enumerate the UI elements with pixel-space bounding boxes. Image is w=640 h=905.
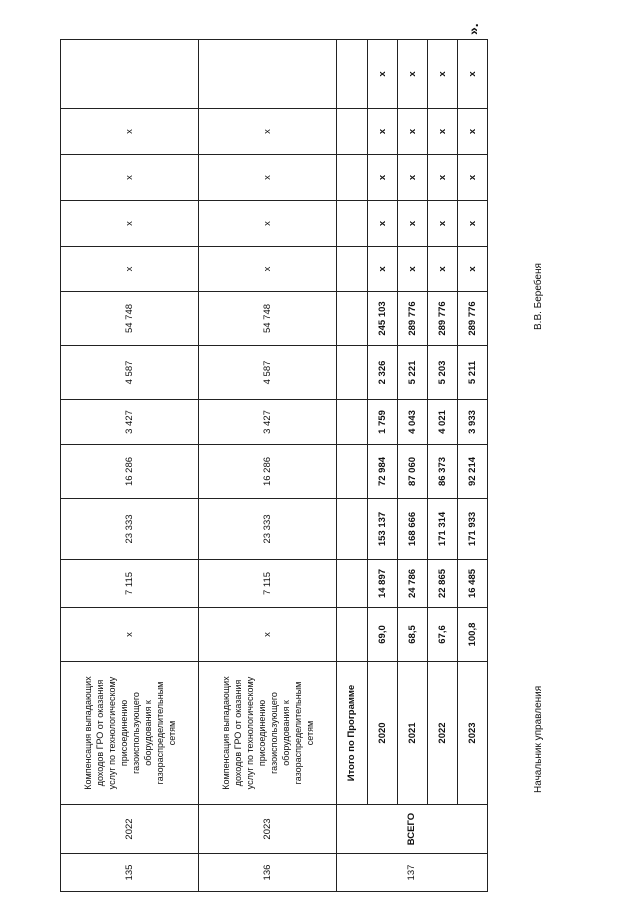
table-cell: 5 203 [428, 346, 458, 400]
table-cell: 4 587 [61, 346, 199, 400]
description-line: присоединению [118, 699, 129, 767]
table-cell: x [428, 201, 458, 247]
table-cell: x [458, 247, 488, 292]
table-cell: 68,5 [398, 608, 428, 662]
description-line: газоиспользующего [130, 692, 141, 774]
table-cell: x [61, 201, 199, 247]
table-cell: x [398, 201, 428, 247]
table-cell [337, 346, 368, 400]
description-line: оборудования к [280, 700, 291, 766]
table-cell [337, 247, 368, 292]
closing-quote: ». [465, 23, 481, 35]
table-cell [337, 155, 368, 201]
total-year: 2020 [368, 662, 398, 805]
description-line: газоиспользующего [268, 692, 279, 774]
table-cell: x [199, 201, 337, 247]
table-cell: x [428, 40, 458, 109]
total-year-row [458, 40, 488, 892]
table-cell: 3 933 [458, 400, 488, 445]
table-cell: x [368, 247, 398, 292]
table-cell [337, 201, 368, 247]
table-cell: 4 021 [428, 400, 458, 445]
table-cell: x [199, 155, 337, 201]
table-cell: 69,0 [368, 608, 398, 662]
table-cell: 7 115 [61, 560, 199, 608]
table-cell: 100,8 [458, 608, 488, 662]
table-cell [337, 608, 368, 662]
table-cell: x [61, 247, 199, 292]
table-cell: 2 326 [368, 346, 398, 400]
table-cell: x [428, 155, 458, 201]
table-cell: x [61, 608, 199, 662]
description-line: присоединению [256, 699, 267, 767]
description-line: Компенсация выпадающих [220, 676, 231, 790]
program-table [60, 39, 488, 892]
table-cell: 67,6 [428, 608, 458, 662]
table-cell: 153 137 [368, 499, 398, 560]
total-number: 137 [337, 854, 488, 892]
table-cell: 16 286 [199, 445, 337, 499]
total-year-row [398, 40, 428, 892]
program-total-label: Итого по Программе [337, 662, 368, 805]
table-cell: x [368, 155, 398, 201]
table-cell: 3 427 [199, 400, 337, 445]
total-year-row [368, 40, 398, 892]
table-cell [199, 40, 337, 109]
description-line: доходов ГРО от оказания [232, 679, 243, 787]
table-cell: x [199, 247, 337, 292]
table-cell: x [458, 109, 488, 155]
description-line: услуг по технологическому [106, 676, 117, 790]
table-cell: 171 314 [428, 499, 458, 560]
total-year: 2021 [398, 662, 428, 805]
row-year: 2023 [199, 805, 337, 854]
description-line: сетям [166, 720, 177, 746]
table-cell: 72 984 [368, 445, 398, 499]
footer-position: Начальник управления [533, 685, 544, 793]
table-cell: 245 103 [368, 292, 398, 346]
table-cell: x [368, 109, 398, 155]
table-cell: x [458, 40, 488, 109]
row-year: 2022 [61, 805, 199, 854]
table-cell: 5 221 [398, 346, 428, 400]
table-cell: x [61, 155, 199, 201]
table-cell: 1 759 [368, 400, 398, 445]
table-cell: 22 865 [428, 560, 458, 608]
table-cell: 289 776 [428, 292, 458, 346]
program-header-row [337, 40, 368, 892]
table-row [199, 40, 337, 892]
table-cell: 4 587 [199, 346, 337, 400]
table-cell: 54 748 [61, 292, 199, 346]
table-cell: 86 373 [428, 445, 458, 499]
description-line: газораспределительным [154, 681, 165, 785]
table-cell [337, 560, 368, 608]
table-cell [337, 109, 368, 155]
table-cell: x [458, 201, 488, 247]
table-cell: x [368, 40, 398, 109]
description-line: газораспределительным [292, 681, 303, 785]
table-cell [337, 445, 368, 499]
table-cell: x [428, 247, 458, 292]
table-cell: x [458, 155, 488, 201]
description-line: доходов ГРО от оказания [94, 679, 105, 787]
table-cell: x [368, 201, 398, 247]
table-cell: 168 666 [398, 499, 428, 560]
table-cell: 24 786 [398, 560, 428, 608]
table-cell: 87 060 [398, 445, 428, 499]
table-cell: x [398, 109, 428, 155]
description-line: услуг по технологическому [244, 676, 255, 790]
table-row [61, 40, 199, 892]
row-number: 136 [199, 854, 337, 892]
table-cell: 23 333 [61, 499, 199, 560]
table-cell: 23 333 [199, 499, 337, 560]
table-cell: 171 933 [458, 499, 488, 560]
total-year: 2022 [428, 662, 458, 805]
table-cell [61, 40, 199, 109]
description-line: оборудования к [142, 700, 153, 766]
row-number: 135 [61, 854, 199, 892]
table-cell: x [398, 247, 428, 292]
table-cell [337, 400, 368, 445]
row-description [199, 662, 337, 805]
table-cell: 92 214 [458, 445, 488, 499]
table-cell: 4 043 [398, 400, 428, 445]
total-year: 2023 [458, 662, 488, 805]
description-line: Компенсация выпадающих [82, 676, 93, 790]
table-cell: 289 776 [458, 292, 488, 346]
footer-signatory: В.В. Беребеня [533, 263, 544, 330]
table-cell: 16 485 [458, 560, 488, 608]
table-cell: 289 776 [398, 292, 428, 346]
table-cell: 7 115 [199, 560, 337, 608]
table-cell: x [428, 109, 458, 155]
table-cell: 14 897 [368, 560, 398, 608]
table-cell: x [398, 155, 428, 201]
table-cell: 3 427 [61, 400, 199, 445]
table-cell: x [199, 109, 337, 155]
table-cell: x [199, 608, 337, 662]
row-description [61, 662, 199, 805]
description-line: сетям [304, 720, 315, 746]
table-cell [337, 499, 368, 560]
table-cell: x [398, 40, 428, 109]
table-cell: 5 211 [458, 346, 488, 400]
total-label: ВСЕГО [337, 805, 488, 854]
total-year-row [428, 40, 458, 892]
table-cell [337, 40, 368, 109]
table-cell: 16 286 [61, 445, 199, 499]
table-cell: x [61, 109, 199, 155]
table-cell [337, 292, 368, 346]
table-cell: 54 748 [199, 292, 337, 346]
